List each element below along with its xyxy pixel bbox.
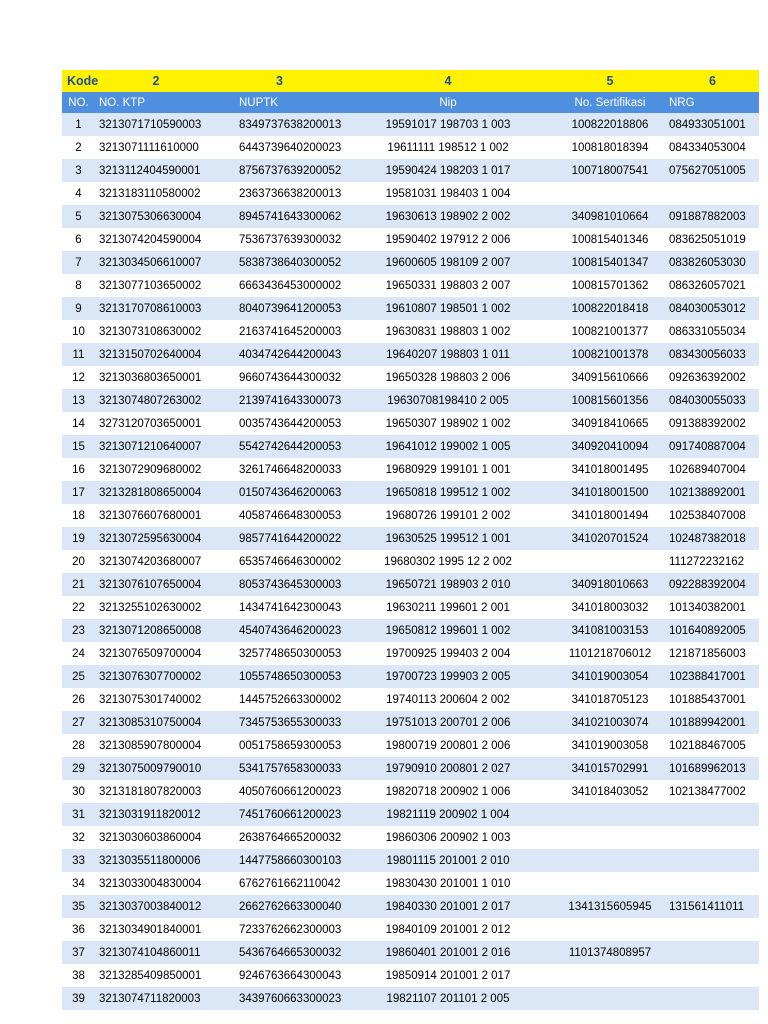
- table-row: [62, 849, 759, 872]
- cell-nuptk[interactable]: 8349737638200013: [217, 113, 342, 136]
- cell-nrg[interactable]: 101889942001: [666, 711, 759, 734]
- cell-no[interactable]: 15: [62, 435, 95, 458]
- cell-ktp[interactable]: 3213071210640007: [95, 435, 217, 458]
- cell-ktp[interactable]: 3213112404590001: [95, 159, 217, 182]
- cell-sertifikasi[interactable]: 1101218706012: [554, 642, 666, 665]
- table-row: [62, 527, 759, 550]
- table-row: [62, 780, 759, 803]
- table-row: [62, 274, 759, 297]
- cell-nuptk[interactable]: 7345753655300033: [217, 711, 342, 734]
- cell-sertifikasi[interactable]: 100822018418: [554, 297, 666, 320]
- header-row: [62, 92, 759, 113]
- cell-ktp[interactable]: 3213074204590004: [95, 228, 217, 251]
- cell-nuptk[interactable]: 0051758659300053: [217, 734, 342, 757]
- table-row: [62, 872, 759, 895]
- table-row: [62, 987, 759, 1010]
- cell-no[interactable]: 37: [62, 941, 95, 964]
- cell-nrg[interactable]: 091887882003: [666, 205, 759, 228]
- cell-nrg[interactable]: 102538407008: [666, 504, 759, 527]
- table-row: [62, 895, 759, 918]
- cell-nip[interactable]: 19630831 198803 1 002: [342, 320, 554, 343]
- cell-nuptk[interactable]: 5838738640300052: [217, 251, 342, 274]
- table-row: [62, 343, 759, 366]
- cell-no[interactable]: 23: [62, 619, 95, 642]
- table-row: [62, 665, 759, 688]
- cell-ktp[interactable]: 3213075009790010: [95, 757, 217, 780]
- cell-ktp[interactable]: 3213074104860011: [95, 941, 217, 964]
- cell-nrg[interactable]: 111272232162: [666, 550, 759, 573]
- table-row: [62, 481, 759, 504]
- cell-ktp[interactable]: 3213031911820012: [95, 803, 217, 826]
- cell-ktp[interactable]: 3213075306630004: [95, 205, 217, 228]
- cell-nuptk[interactable]: 7536737639300032: [217, 228, 342, 251]
- cell-no[interactable]: 22: [62, 596, 95, 619]
- cell-nrg[interactable]: 091740887004: [666, 435, 759, 458]
- cell-ktp[interactable]: 3213076509700004: [95, 642, 217, 665]
- cell-no[interactable]: 35: [62, 895, 95, 918]
- cell-sertifikasi[interactable]: 340918010663: [554, 573, 666, 596]
- cell-ktp[interactable]: 3213074807263002: [95, 389, 217, 412]
- table-row: [62, 734, 759, 757]
- cell-ktp[interactable]: 3213076307700002: [95, 665, 217, 688]
- cell-nip[interactable]: 19650331 198803 2 007: [342, 274, 554, 297]
- cell-ktp[interactable]: 3213033004830004: [95, 872, 217, 895]
- cell-sertifikasi[interactable]: 341018003032: [554, 596, 666, 619]
- cell-nip[interactable]: 19630708198410 2 005: [342, 389, 554, 412]
- cell-sertifikasi[interactable]: 341018403052: [554, 780, 666, 803]
- cell-sertifikasi[interactable]: 100815401346: [554, 228, 666, 251]
- cell-nrg[interactable]: 075627051005: [666, 159, 759, 182]
- cell-nrg[interactable]: 083826053030: [666, 251, 759, 274]
- cell-nip[interactable]: 19630613 198902 2 002: [342, 205, 554, 228]
- cell-nuptk[interactable]: 8945741643300062: [217, 205, 342, 228]
- cell-nrg[interactable]: 102138477002: [666, 780, 759, 803]
- cell-no[interactable]: 36: [62, 918, 95, 941]
- cell-ktp[interactable]: 3213037003840012: [95, 895, 217, 918]
- cell-no[interactable]: 10: [62, 320, 95, 343]
- cell-no[interactable]: 9: [62, 297, 95, 320]
- cell-sertifikasi[interactable]: [554, 550, 666, 573]
- cell-nip[interactable]: 19790910 200801 2 027: [342, 757, 554, 780]
- table-row: [62, 803, 759, 826]
- table-row: [62, 366, 759, 389]
- cell-no[interactable]: 24: [62, 642, 95, 665]
- cell-sertifikasi[interactable]: [554, 964, 666, 987]
- cell-nip[interactable]: 19860401 201001 2 016: [342, 941, 554, 964]
- cell-nrg[interactable]: 091388392002: [666, 412, 759, 435]
- cell-no[interactable]: 27: [62, 711, 95, 734]
- cell-sertifikasi[interactable]: 341019003058: [554, 734, 666, 757]
- cell-nuptk[interactable]: 4050760661200023: [217, 780, 342, 803]
- cell-nuptk[interactable]: 8040739641200053: [217, 297, 342, 320]
- cell-nuptk[interactable]: 3439760663300023: [217, 987, 342, 1010]
- cell-nuptk[interactable]: 7451760661200023: [217, 803, 342, 826]
- cell-nrg[interactable]: [666, 918, 759, 941]
- cell-sertifikasi[interactable]: 340915610666: [554, 366, 666, 389]
- cell-nuptk[interactable]: 0150743646200063: [217, 481, 342, 504]
- cell-ktp[interactable]: 3213030603860004: [95, 826, 217, 849]
- cell-nrg[interactable]: 084030055033: [666, 389, 759, 412]
- cell-ktp[interactable]: 3213036803650001: [95, 366, 217, 389]
- cell-nip[interactable]: 19830430 201001 1 010: [342, 872, 554, 895]
- cell-nip[interactable]: 19590402 197912 2 006: [342, 228, 554, 251]
- cell-nrg[interactable]: 084334053004: [666, 136, 759, 159]
- cell-sertifikasi[interactable]: [554, 826, 666, 849]
- table-row: [62, 619, 759, 642]
- cell-sertifikasi[interactable]: 1101374808957: [554, 941, 666, 964]
- cell-nip[interactable]: 19850914 201001 2 017: [342, 964, 554, 987]
- cell-nuptk[interactable]: 6535746646300002: [217, 550, 342, 573]
- table-row: [62, 182, 759, 205]
- table-row: [62, 320, 759, 343]
- cell-ktp[interactable]: 3213074203680007: [95, 550, 217, 573]
- code-4[interactable]: 4: [342, 70, 554, 92]
- cell-no[interactable]: 31: [62, 803, 95, 826]
- cell-sertifikasi[interactable]: [554, 803, 666, 826]
- table-row: [62, 504, 759, 527]
- cell-ktp[interactable]: 3213071111610000: [95, 136, 217, 159]
- cell-no[interactable]: 16: [62, 458, 95, 481]
- cell-nrg[interactable]: 092288392004: [666, 573, 759, 596]
- cell-nip[interactable]: 19840109 201001 2 012: [342, 918, 554, 941]
- cell-no[interactable]: 30: [62, 780, 95, 803]
- cell-ktp[interactable]: 3213073108630002: [95, 320, 217, 343]
- cell-nuptk[interactable]: 1055748650300053: [217, 665, 342, 688]
- cell-nip[interactable]: 19860306 200902 1 003: [342, 826, 554, 849]
- table-row: [62, 826, 759, 849]
- cell-nrg[interactable]: 121871856003: [666, 642, 759, 665]
- table-row: [62, 136, 759, 159]
- cell-sertifikasi[interactable]: 341018705123: [554, 688, 666, 711]
- cell-nip[interactable]: 19700925 199403 2 004: [342, 642, 554, 665]
- cell-nip[interactable]: 19610807 198501 1 002: [342, 297, 554, 320]
- table-row: [62, 251, 759, 274]
- cell-nuptk[interactable]: 8756737639200052: [217, 159, 342, 182]
- cell-nrg[interactable]: [666, 941, 759, 964]
- cell-nrg[interactable]: 086326057021: [666, 274, 759, 297]
- cell-nip[interactable]: 19630525 199512 1 001: [342, 527, 554, 550]
- table-row: [62, 113, 759, 136]
- cell-nuptk[interactable]: 5542742644200053: [217, 435, 342, 458]
- cell-nuptk[interactable]: 5341757658300033: [217, 757, 342, 780]
- table-row: [62, 918, 759, 941]
- cell-sertifikasi[interactable]: [554, 918, 666, 941]
- cell-sertifikasi[interactable]: [554, 849, 666, 872]
- cell-no[interactable]: 25: [62, 665, 95, 688]
- cell-nrg[interactable]: 101689962013: [666, 757, 759, 780]
- cell-nuptk[interactable]: 1447758660300103: [217, 849, 342, 872]
- cell-nip[interactable]: 19680726 199101 2 002: [342, 504, 554, 527]
- cell-no[interactable]: 38: [62, 964, 95, 987]
- cell-no[interactable]: 4: [62, 182, 95, 205]
- cell-sertifikasi[interactable]: 340920410094: [554, 435, 666, 458]
- code-6[interactable]: 6: [666, 70, 759, 92]
- cell-nuptk[interactable]: 7233762662300003: [217, 918, 342, 941]
- cell-nip[interactable]: 19680302 1995 12 2 002: [342, 550, 554, 573]
- code-row: [62, 70, 759, 92]
- header-nuptk[interactable]: NUPTK: [217, 92, 342, 113]
- cell-nuptk[interactable]: 6663436453000002: [217, 274, 342, 297]
- cell-nuptk[interactable]: 1434741642300043: [217, 596, 342, 619]
- cell-nrg[interactable]: [666, 872, 759, 895]
- cell-nip[interactable]: 19680929 199101 1 001: [342, 458, 554, 481]
- cell-nip[interactable]: 19591017 198703 1 003: [342, 113, 554, 136]
- cell-no[interactable]: 7: [62, 251, 95, 274]
- cell-nip[interactable]: 19590424 198203 1 017: [342, 159, 554, 182]
- table-row: [62, 458, 759, 481]
- cell-ktp[interactable]: 3213071208650008: [95, 619, 217, 642]
- cell-sertifikasi[interactable]: 100818018394: [554, 136, 666, 159]
- cell-nuptk[interactable]: 8053743645300003: [217, 573, 342, 596]
- cell-ktp[interactable]: 3273120703650001: [95, 412, 217, 435]
- cell-nip[interactable]: 19821119 200902 1 004: [342, 803, 554, 826]
- cell-sertifikasi[interactable]: 341015702991: [554, 757, 666, 780]
- cell-sertifikasi[interactable]: [554, 987, 666, 1010]
- cell-nuptk[interactable]: 9857741644200022: [217, 527, 342, 550]
- cell-nrg[interactable]: [666, 849, 759, 872]
- cell-sertifikasi[interactable]: 341020701524: [554, 527, 666, 550]
- cell-sertifikasi[interactable]: 341081003153: [554, 619, 666, 642]
- cell-nrg[interactable]: [666, 987, 759, 1010]
- cell-nrg[interactable]: 131561411011: [666, 895, 759, 918]
- cell-sertifikasi[interactable]: 100718007541: [554, 159, 666, 182]
- cell-nip[interactable]: 19821107 201101 2 005: [342, 987, 554, 1010]
- cell-no[interactable]: 28: [62, 734, 95, 757]
- cell-sertifikasi[interactable]: 1341315605945: [554, 895, 666, 918]
- cell-nrg[interactable]: 092636392002: [666, 366, 759, 389]
- cell-no[interactable]: 13: [62, 389, 95, 412]
- cell-nuptk[interactable]: 9660743644300032: [217, 366, 342, 389]
- cell-sertifikasi[interactable]: 341018001494: [554, 504, 666, 527]
- cell-ktp[interactable]: 3213077103650002: [95, 274, 217, 297]
- cell-nrg[interactable]: 102188467005: [666, 734, 759, 757]
- cell-no[interactable]: 17: [62, 481, 95, 504]
- cell-sertifikasi[interactable]: 100822018806: [554, 113, 666, 136]
- cell-sertifikasi[interactable]: 100815601356: [554, 389, 666, 412]
- cell-nuptk[interactable]: 4540743646200023: [217, 619, 342, 642]
- table-row: [62, 642, 759, 665]
- cell-no[interactable]: 2: [62, 136, 95, 159]
- table-body: [62, 70, 759, 1010]
- cell-sertifikasi[interactable]: 341021003074: [554, 711, 666, 734]
- cell-no[interactable]: 12: [62, 366, 95, 389]
- cell-nip[interactable]: 19700723 199903 2 005: [342, 665, 554, 688]
- table-row: [62, 205, 759, 228]
- cell-sertifikasi[interactable]: 340981010664: [554, 205, 666, 228]
- cell-no[interactable]: 3: [62, 159, 95, 182]
- header-nrg[interactable]: NRG: [666, 92, 759, 113]
- table-row: [62, 941, 759, 964]
- cell-no[interactable]: 21: [62, 573, 95, 596]
- cell-nip[interactable]: 19800719 200801 2 006: [342, 734, 554, 757]
- code-5[interactable]: 5: [554, 70, 666, 92]
- cell-nrg[interactable]: 084933051001: [666, 113, 759, 136]
- cell-nip[interactable]: 19581031 198403 1 004: [342, 182, 554, 205]
- cell-ktp[interactable]: 3213072909680002: [95, 458, 217, 481]
- cell-ktp[interactable]: 3213255102630002: [95, 596, 217, 619]
- header-no[interactable]: NO.: [62, 92, 95, 113]
- cell-nip[interactable]: 19600605 198109 2 007: [342, 251, 554, 274]
- cell-sertifikasi[interactable]: 100821001378: [554, 343, 666, 366]
- table-row: [62, 573, 759, 596]
- cell-ktp[interactable]: 3213034506610007: [95, 251, 217, 274]
- cell-nrg[interactable]: 101340382001: [666, 596, 759, 619]
- cell-sertifikasi[interactable]: [554, 872, 666, 895]
- cell-nrg[interactable]: 086331055034: [666, 320, 759, 343]
- cell-sertifikasi[interactable]: [554, 182, 666, 205]
- table-row: [62, 159, 759, 182]
- code-label[interactable]: Kode: [62, 70, 95, 92]
- cell-ktp[interactable]: 3213075301740002: [95, 688, 217, 711]
- cell-ktp[interactable]: 3213281808650004: [95, 481, 217, 504]
- cell-ktp[interactable]: 3213071710590003: [95, 113, 217, 136]
- cell-nip[interactable]: 19640207 198803 1 011: [342, 343, 554, 366]
- cell-nrg[interactable]: 102487382018: [666, 527, 759, 550]
- cell-nrg[interactable]: [666, 803, 759, 826]
- cell-nip[interactable]: 19630211 199601 2 001: [342, 596, 554, 619]
- table-row: [62, 757, 759, 780]
- cell-no[interactable]: 39: [62, 987, 95, 1010]
- cell-nip[interactable]: 19611111 198512 1 002: [342, 136, 554, 159]
- cell-no[interactable]: 8: [62, 274, 95, 297]
- header-sertifikasi[interactable]: No. Sertifikasi: [554, 92, 666, 113]
- code-3[interactable]: 3: [217, 70, 342, 92]
- cell-nrg[interactable]: [666, 182, 759, 205]
- cell-nip[interactable]: 19751013 200701 2 006: [342, 711, 554, 734]
- table-row: [62, 711, 759, 734]
- cell-ktp[interactable]: 3213085310750004: [95, 711, 217, 734]
- cell-sertifikasi[interactable]: 341018001495: [554, 458, 666, 481]
- cell-ktp[interactable]: 3213183110580002: [95, 182, 217, 205]
- cell-nip[interactable]: 19650818 199512 1 002: [342, 481, 554, 504]
- cell-nuptk[interactable]: 0035743644200053: [217, 412, 342, 435]
- table-row: [62, 389, 759, 412]
- cell-ktp[interactable]: 3213170708610003: [95, 297, 217, 320]
- cell-ktp[interactable]: 3213181807820003: [95, 780, 217, 803]
- cell-nip[interactable]: 19650328 198803 2 006: [342, 366, 554, 389]
- cell-ktp[interactable]: 3213076107650004: [95, 573, 217, 596]
- cell-nip[interactable]: 19650307 198902 1 002: [342, 412, 554, 435]
- cell-no[interactable]: 11: [62, 343, 95, 366]
- cell-ktp[interactable]: 3213076607680001: [95, 504, 217, 527]
- cell-nip[interactable]: 19650721 198903 2 010: [342, 573, 554, 596]
- cell-ktp[interactable]: 3213034901840001: [95, 918, 217, 941]
- teacher-data-table: [62, 70, 759, 1010]
- cell-nrg[interactable]: 102388417001: [666, 665, 759, 688]
- cell-nip[interactable]: 19641012 199002 1 005: [342, 435, 554, 458]
- cell-ktp[interactable]: 3213285409850001: [95, 964, 217, 987]
- cell-nuptk[interactable]: 3261746648200033: [217, 458, 342, 481]
- cell-no[interactable]: 26: [62, 688, 95, 711]
- header-ktp[interactable]: NO. KTP: [95, 92, 217, 113]
- table-row: [62, 412, 759, 435]
- cell-nuptk[interactable]: 2163741645200003: [217, 320, 342, 343]
- cell-no[interactable]: 6: [62, 228, 95, 251]
- cell-ktp[interactable]: 3213085907800004: [95, 734, 217, 757]
- table-row: [62, 297, 759, 320]
- cell-ktp[interactable]: 3213150702640004: [95, 343, 217, 366]
- cell-no[interactable]: 20: [62, 550, 95, 573]
- cell-nrg[interactable]: 101885437001: [666, 688, 759, 711]
- cell-no[interactable]: 14: [62, 412, 95, 435]
- cell-no[interactable]: 33: [62, 849, 95, 872]
- cell-nuptk[interactable]: 4034742644200043: [217, 343, 342, 366]
- cell-sertifikasi[interactable]: 341019003054: [554, 665, 666, 688]
- cell-nrg[interactable]: 083625051019: [666, 228, 759, 251]
- cell-nip[interactable]: 19650812 199601 1 002: [342, 619, 554, 642]
- cell-nrg[interactable]: 084030053012: [666, 297, 759, 320]
- table-row: [62, 596, 759, 619]
- cell-nip[interactable]: 19840330 201001 2 017: [342, 895, 554, 918]
- cell-nuptk[interactable]: 9246763664300043: [217, 964, 342, 987]
- table-row: [62, 964, 759, 987]
- cell-nuptk[interactable]: 5436764665300032: [217, 941, 342, 964]
- cell-no[interactable]: 34: [62, 872, 95, 895]
- cell-sertifikasi[interactable]: 340918410665: [554, 412, 666, 435]
- cell-ktp[interactable]: 3213035511800006: [95, 849, 217, 872]
- cell-no[interactable]: 32: [62, 826, 95, 849]
- cell-no[interactable]: 19: [62, 527, 95, 550]
- cell-nip[interactable]: 19820718 200902 1 006: [342, 780, 554, 803]
- cell-nrg[interactable]: 102138892001: [666, 481, 759, 504]
- cell-nrg[interactable]: 101640892005: [666, 619, 759, 642]
- header-nip[interactable]: Nip: [342, 92, 554, 113]
- table-row: [62, 550, 759, 573]
- cell-nuptk[interactable]: 2363736638200013: [217, 182, 342, 205]
- cell-nrg[interactable]: 083430056033: [666, 343, 759, 366]
- cell-nrg[interactable]: [666, 826, 759, 849]
- cell-ktp[interactable]: 3213072595630004: [95, 527, 217, 550]
- cell-sertifikasi[interactable]: 341018001500: [554, 481, 666, 504]
- cell-nuptk[interactable]: 4058746648300053: [217, 504, 342, 527]
- cell-nrg[interactable]: [666, 964, 759, 987]
- cell-ktp[interactable]: 3213074711820003: [95, 987, 217, 1010]
- cell-nuptk[interactable]: 2139741643300073: [217, 389, 342, 412]
- cell-sertifikasi[interactable]: 100821001377: [554, 320, 666, 343]
- cell-no[interactable]: 5: [62, 205, 95, 228]
- cell-nip[interactable]: 19740113 200604 2 002: [342, 688, 554, 711]
- cell-sertifikasi[interactable]: 100815701362: [554, 274, 666, 297]
- cell-nuptk[interactable]: 3257748650300053: [217, 642, 342, 665]
- cell-nuptk[interactable]: 6443739640200023: [217, 136, 342, 159]
- table-row: [62, 688, 759, 711]
- cell-sertifikasi[interactable]: 100815401347: [554, 251, 666, 274]
- table-row: [62, 228, 759, 251]
- cell-no[interactable]: 29: [62, 757, 95, 780]
- code-2[interactable]: 2: [95, 70, 217, 92]
- cell-nuptk[interactable]: 6762761662110042: [217, 872, 342, 895]
- cell-no[interactable]: 18: [62, 504, 95, 527]
- cell-nuptk[interactable]: 2638764665200032: [217, 826, 342, 849]
- cell-nrg[interactable]: 102689407004: [666, 458, 759, 481]
- cell-nip[interactable]: 19801115 201001 2 010: [342, 849, 554, 872]
- cell-no[interactable]: 1: [62, 113, 95, 136]
- table-row: [62, 435, 759, 458]
- cell-nuptk[interactable]: 1445752663300002: [217, 688, 342, 711]
- cell-nuptk[interactable]: 2662762663300040: [217, 895, 342, 918]
